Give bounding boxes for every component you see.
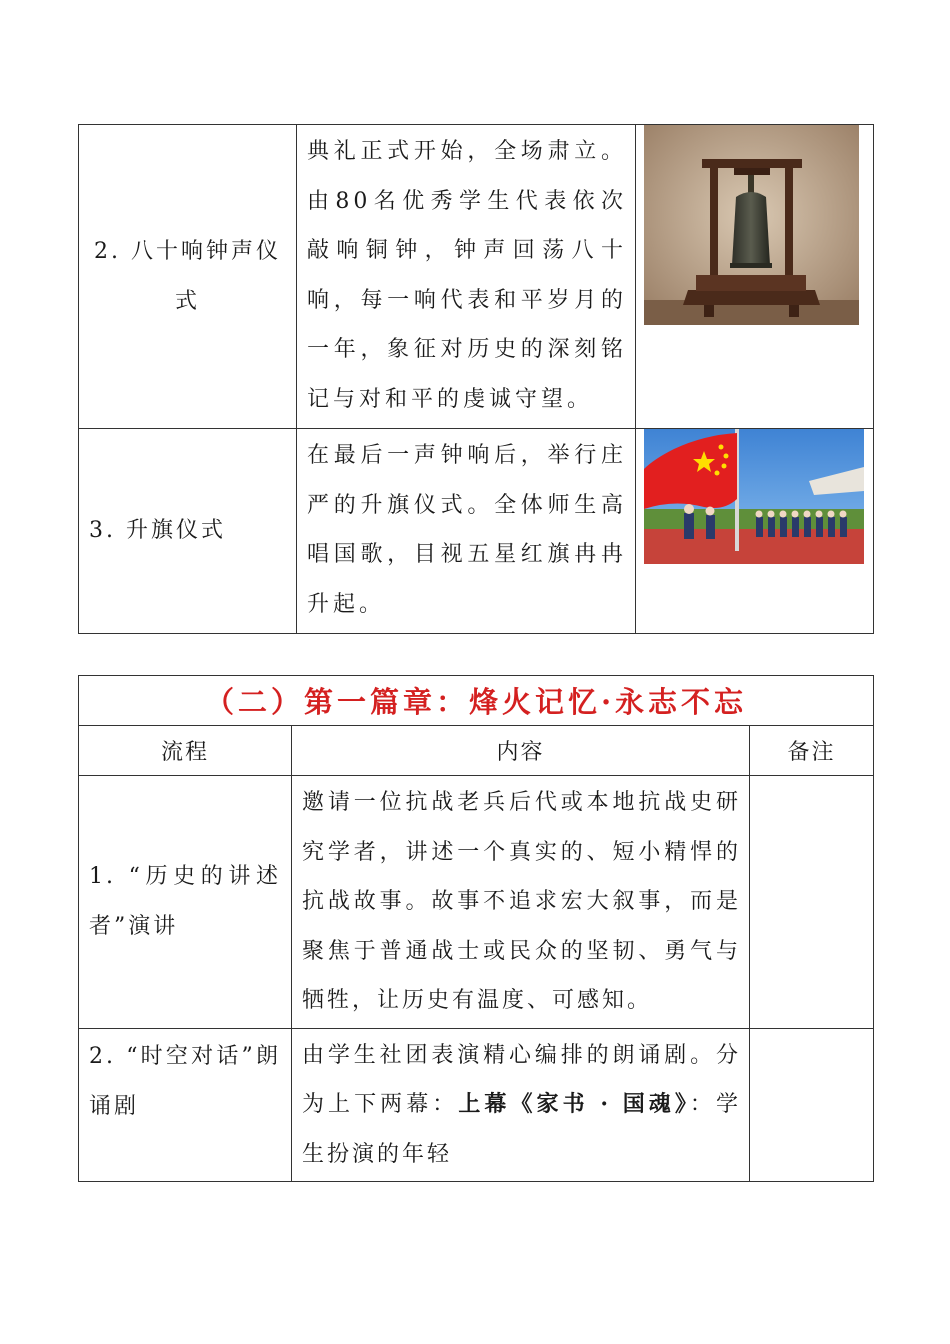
chapter-title: （二）第一篇章：烽火记忆·永志不忘	[79, 676, 874, 726]
chapter-table	[78, 675, 874, 1182]
content-tail: ：学生扮演的年轻	[302, 1092, 741, 1167]
flag-raising-photo	[644, 429, 864, 564]
process-cell: 3. 升旗仪式	[79, 429, 297, 634]
process-cell: 2. “时空对话”朗诵剧	[79, 1028, 292, 1182]
content-cell: 典礼正式开始，全场肃立。由80名优秀学生代表依次敲响铜钟，钟声回荡八十响，每一响代表和平岁月的一年，象征对历史的深刻铭记与对和平的虔诚守望。	[297, 125, 636, 429]
note-cell	[750, 1028, 874, 1182]
table-row	[79, 1028, 874, 1182]
act-title: 上幕《家书 · 国魂》	[458, 1091, 690, 1117]
ceremony-table	[78, 124, 874, 634]
process-cell: 1. “历史的讲述者”演讲	[79, 776, 292, 1029]
header-process: 流程	[79, 726, 292, 776]
image-cell	[636, 429, 874, 634]
table-row	[79, 125, 874, 429]
header-content: 内容	[292, 726, 750, 776]
header-row	[79, 726, 874, 776]
content-cell: 邀请一位抗战老兵后代或本地抗战史研究学者，讲述一个真实的、短小精悍的抗战故事。故事不追求宏大叙事，而是聚焦于普通战士或民众的坚韧、勇气与牺牲，让历史有温度、可感知。	[292, 776, 750, 1029]
header-note: 备注	[750, 726, 874, 776]
table-row	[79, 776, 874, 1029]
process-cell: 2. 八十响钟声仪式	[79, 125, 297, 429]
bronze-bell-photo	[644, 125, 859, 325]
image-cell	[636, 125, 874, 429]
note-cell	[750, 776, 874, 1029]
table-row	[79, 429, 874, 634]
content-cell: 在最后一声钟响后，举行庄严的升旗仪式。全体师生高唱国歌，目视五星红旗冉冉升起。	[297, 429, 636, 634]
content-cell	[292, 1028, 750, 1182]
content-text: 由学生社团表演精心编排的朗诵剧。分为上下两幕：	[302, 1042, 741, 1117]
